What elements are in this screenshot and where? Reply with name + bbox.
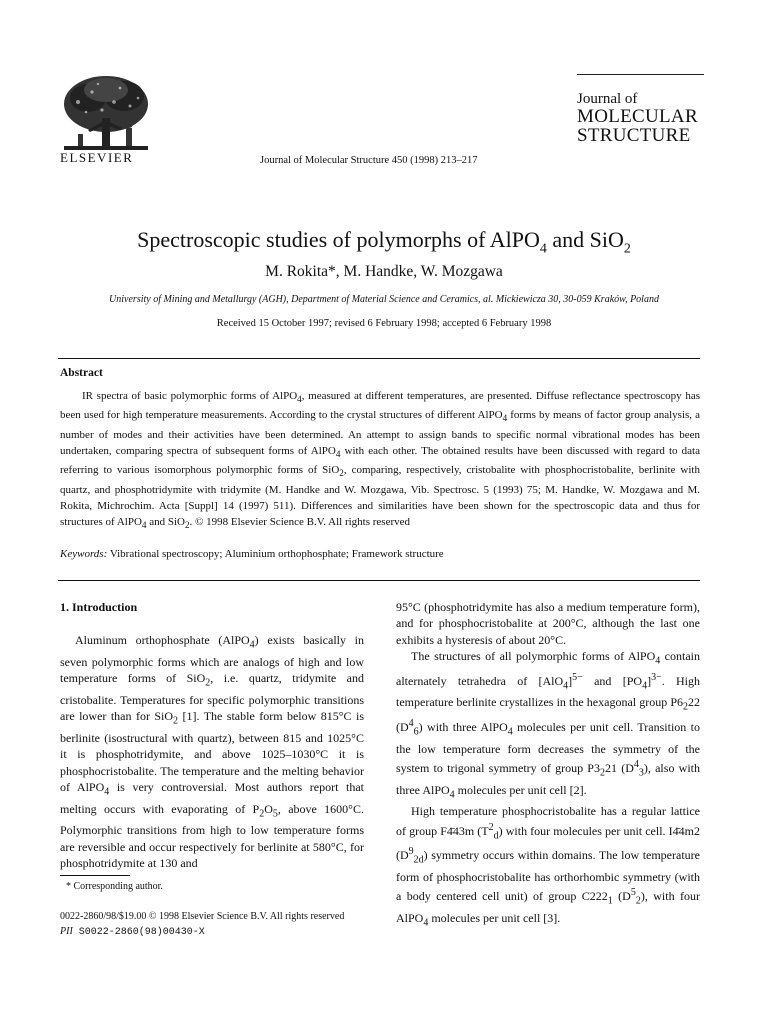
journal-name <box>577 92 698 145</box>
publisher-name: ELSEVIER <box>60 150 134 165</box>
journal-name-line3: STRUCTURE <box>577 125 691 146</box>
left-column <box>60 599 364 871</box>
authors: M. Rokita*, M. Handke, W. Mozgawa <box>265 263 503 280</box>
journal-name-line2: MOLECULAR <box>577 106 698 127</box>
footnote: * Corresponding author. <box>66 881 163 892</box>
journal-citation: Journal of Molecular Structure 450 (1998) 213–217 <box>260 155 478 166</box>
journal-name-line1: Journal of <box>577 91 638 107</box>
right-column <box>396 599 700 932</box>
pii-label: PII <box>60 926 73 937</box>
structures-paragraph: The structures of all polymorphic forms of AlPO$_4$ contain alternately tetrahedra of $[AlO_4]^{5-}$ and $[PO_4]^{3-}$. High temperature berlinite crystallizes in the hexagonal group $P6_222$ $(D^4_6)$ with three AlPO$_4$ molecules per unit cell. Transition to the low temperature form decreases the symmetry of the system to trigonal symmetry of group $P3_221$ $(D^4_3)$, also with three AlPO$_4$ molecules per unit cell [2]. <box>396 648 700 801</box>
body-top-rule <box>58 580 700 581</box>
keywords <box>60 548 444 560</box>
continued-paragraph: 95°C (phosphotridymite has also a medium temperature form), and for phosphocristobalite at 200°C, although the last one exhibits a hysteresis of about 20°C. <box>396 600 700 647</box>
copyright-block <box>60 909 344 940</box>
keywords-text: Vibrational spectroscopy; Aluminium orthophosphate; Framework structure <box>107 548 444 560</box>
article-title: Spectroscopic studies of polymorphs of AlPO$_4$ and SiO$_2$ <box>137 227 631 257</box>
received-dates: Received 15 October 1997; revised 6 February 1998; accepted 6 February 1998 <box>216 318 552 329</box>
keywords-label: Keywords: <box>60 548 108 560</box>
section-heading: 1. Introduction <box>60 600 138 614</box>
phosphocristobalite-paragraph: High temperature phosphocristobalite has a regular lattice of group F4̄43m $(T^2_d)$ with four molecules per unit cell. I4̄4m2 $(D^9_{2d})$ symmetry occurs within domains. The low temperature form of phosphocristobalite has orthorhombic symmetry (with a body centered cell unit) of group $C222_1$ $(D^5_2)$, with four AlPO$_4$ molecules per unit cell [3]. <box>396 804 700 929</box>
affiliation: University of Mining and Metallurgy (AGH), Department of Material Science and Ceramics, al. Mickiewicza 30, 30-059 Kraków, Poland <box>109 294 659 305</box>
abstract-heading: Abstract <box>60 367 103 379</box>
intro-paragraph: Aluminum orthophosphate (AlPO$_4$) exists basically in seven polymorphic forms which are analogs of high and low temperature forms of SiO$_2$, i.e. quartz, tridymite and cristobalite. Temperatures for specific polymorphic transitions are lower than for SiO$_2$ [1]. The stable form below 815°C is berlinite (isostructural with quartz), between 815 and 1025°C it is phosphotridymite, and above 1025–1030°C it is phosphocristobalite. The temperature and the melting behavior of AlPO$_4$ is very controversial. Most authors report that melting occurs with evaporating of $P_2O_5$, above 1600°C. Polymorphic transitions from high to low temperature forms are reversible and occur respectively for berlinite at 580°C, for phosphotridymite at 130 and <box>60 633 364 870</box>
pii-line <box>60 924 344 940</box>
footnote-rule <box>60 875 130 876</box>
pii-value: S0022-2860(98)00430-X <box>72 927 205 938</box>
abstract-top-rule <box>58 358 700 359</box>
header-rule <box>577 74 704 75</box>
copyright-line: 0022-2860/98/$19.00 © 1998 Elsevier Science B.V. All rights reserved <box>60 911 345 922</box>
abstract-text: IR spectra of basic polymorphic forms of AlPO$_4$, measured at different temperatures, are presented. Diffuse reflectance spectroscopy has been used for high temperature measurements. According to the crystal structures of different AlPO$_4$ forms by means of factor group analysis, a number of modes and their activities have been determined. An attempt to assign bands to specific normal vibrational modes has been undertaken, comparing spectra of subsequent forms of AlPO$_4$ with each other. The obtained results have been discussed with regard to data referring to various isomorphous polymorphic forms of SiO$_2$, comparing, respectively, cristobalite with phosphocristobalite, berlinite with quartz, and phosphotridymite with tridymite (M. Handke and W. Mozgawa, Vib. Spectrosc. 5 (1993) 75; M. Handke, W. Mozgawa and M. Rokita, Michrochim. Acta [Suppl] 14 (1997) 511). Differences and similarities have been shown for the spectroscopic data and thus for structures of AlPO$_4$ and SiO$_2$. © 1998 Elsevier Science B.V. All rights reserved <box>60 390 701 531</box>
